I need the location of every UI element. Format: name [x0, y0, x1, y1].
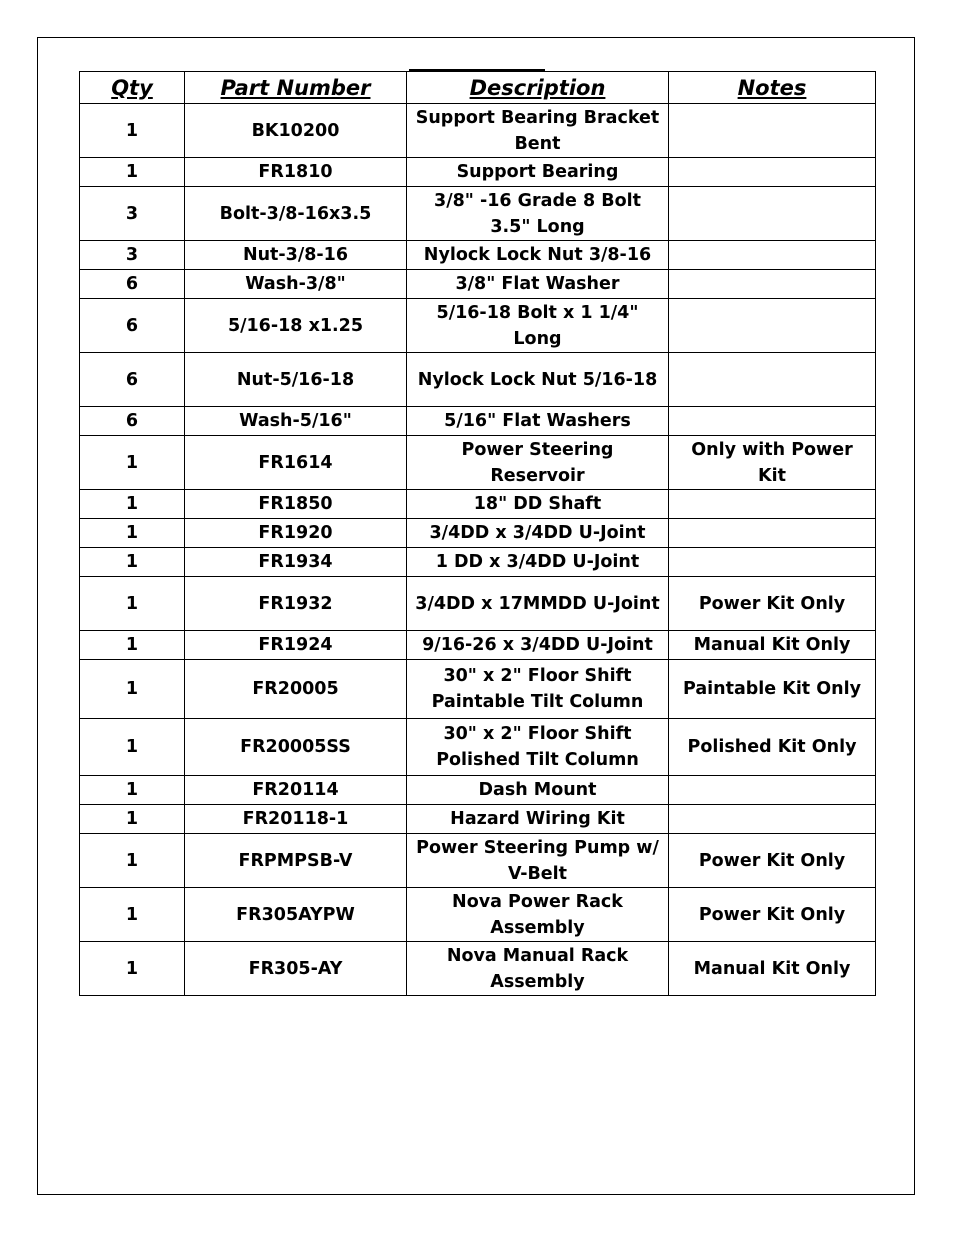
table-row: [80, 776, 876, 805]
cell-part-number: FR1810: [185, 158, 407, 187]
cell-description: 30" x 2" Floor Shift Polished Tilt Column: [407, 719, 669, 776]
header-notes: Notes: [669, 72, 876, 104]
cell-qty: 1: [80, 548, 185, 577]
cell-part-number: FR20005SS: [185, 719, 407, 776]
cell-part-number: FR305-AY: [185, 942, 407, 996]
table-row: [80, 719, 876, 776]
cell-part-number: FR20005: [185, 660, 407, 719]
cell-description: Nylock Lock Nut 5/16-18: [407, 353, 669, 407]
cell-qty: 1: [80, 888, 185, 942]
cell-qty: 1: [80, 436, 185, 490]
cell-qty: 1: [80, 660, 185, 719]
cell-description: 3/8" Flat Washer: [407, 270, 669, 299]
cell-notes: [669, 776, 876, 805]
cell-qty: 3: [80, 187, 185, 241]
cell-notes: [669, 548, 876, 577]
cell-description: 3/4DD x 3/4DD U-Joint: [407, 519, 669, 548]
table-row: [80, 660, 876, 719]
cell-qty: 6: [80, 353, 185, 407]
cell-part-number: Wash-5/16": [185, 407, 407, 436]
cell-qty: 3: [80, 241, 185, 270]
cell-qty: 1: [80, 519, 185, 548]
cell-qty: 1: [80, 577, 185, 631]
cell-notes: Manual Kit Only: [669, 631, 876, 660]
cell-description: Nova Power Rack Assembly: [407, 888, 669, 942]
cell-description: 3/4DD x 17MMDD U-Joint: [407, 577, 669, 631]
table-row: [80, 631, 876, 660]
cell-description: 5/16-18 Bolt x 1 1/4" Long: [407, 299, 669, 353]
cell-part-number: FR20118-1: [185, 805, 407, 834]
cell-notes: [669, 104, 876, 158]
cell-part-number: Nut-3/8-16: [185, 241, 407, 270]
table-row: [80, 187, 876, 241]
table-row: [80, 104, 876, 158]
table-row: [80, 490, 876, 519]
cell-qty: 6: [80, 299, 185, 353]
cell-qty: 1: [80, 104, 185, 158]
header-part-number: Part Number: [185, 72, 407, 104]
cell-part-number: FR1920: [185, 519, 407, 548]
table-row: [80, 834, 876, 888]
table-row: [80, 577, 876, 631]
cell-notes: Paintable Kit Only: [669, 660, 876, 719]
cell-notes: [669, 158, 876, 187]
cell-description: 9/16-26 x 3/4DD U-Joint: [407, 631, 669, 660]
cell-part-number: FR1850: [185, 490, 407, 519]
table-row: [80, 519, 876, 548]
cell-qty: 6: [80, 407, 185, 436]
cell-notes: [669, 270, 876, 299]
cell-notes: Polished Kit Only: [669, 719, 876, 776]
cell-part-number: FR305AYPW: [185, 888, 407, 942]
cell-qty: 1: [80, 805, 185, 834]
parts-list-table: [79, 71, 876, 996]
cell-part-number: FRPMPSB-V: [185, 834, 407, 888]
cell-description: 30" x 2" Floor Shift Paintable Tilt Column: [407, 660, 669, 719]
cell-description: Hazard Wiring Kit: [407, 805, 669, 834]
table-row: [80, 407, 876, 436]
table-row: [80, 241, 876, 270]
cell-part-number: FR20114: [185, 776, 407, 805]
cell-description: 1 DD x 3/4DD U-Joint: [407, 548, 669, 577]
table-row: [80, 353, 876, 407]
cell-notes: [669, 299, 876, 353]
cell-notes: Power Kit Only: [669, 834, 876, 888]
cell-notes: [669, 519, 876, 548]
cell-notes: Manual Kit Only: [669, 942, 876, 996]
cell-description: Nova Manual Rack Assembly: [407, 942, 669, 996]
cell-part-number: Nut-5/16-18: [185, 353, 407, 407]
cell-description: Support Bearing: [407, 158, 669, 187]
cell-description: Nylock Lock Nut 3/8-16: [407, 241, 669, 270]
cell-part-number: FR1924: [185, 631, 407, 660]
table-row: [80, 888, 876, 942]
table-row: [80, 548, 876, 577]
cell-qty: 1: [80, 834, 185, 888]
cell-qty: 1: [80, 942, 185, 996]
table-row: [80, 436, 876, 490]
cell-notes: Power Kit Only: [669, 888, 876, 942]
table-row: [80, 299, 876, 353]
cell-qty: 6: [80, 270, 185, 299]
cell-description: Dash Mount: [407, 776, 669, 805]
cell-part-number: FR1934: [185, 548, 407, 577]
cell-qty: 1: [80, 631, 185, 660]
cell-part-number: BK10200: [185, 104, 407, 158]
cell-notes: [669, 805, 876, 834]
cell-notes: [669, 241, 876, 270]
table-row: [80, 270, 876, 299]
cell-qty: 1: [80, 490, 185, 519]
cell-qty: 1: [80, 719, 185, 776]
cell-description: 5/16" Flat Washers: [407, 407, 669, 436]
cell-description: Power Steering Reservoir: [407, 436, 669, 490]
table-row: [80, 942, 876, 996]
cell-part-number: Bolt-3/8-16x3.5: [185, 187, 407, 241]
cell-description: Power Steering Pump w/ V-Belt: [407, 834, 669, 888]
cell-part-number: FR1932: [185, 577, 407, 631]
cell-description: 18" DD Shaft: [407, 490, 669, 519]
table-header-row: [80, 72, 876, 104]
cell-notes: [669, 187, 876, 241]
cell-description: Support Bearing Bracket Bent: [407, 104, 669, 158]
cell-part-number: FR1614: [185, 436, 407, 490]
cell-part-number: 5/16-18 x1.25: [185, 299, 407, 353]
cell-description: 3/8" -16 Grade 8 Bolt 3.5" Long: [407, 187, 669, 241]
cell-qty: 1: [80, 776, 185, 805]
cell-notes: Power Kit Only: [669, 577, 876, 631]
cell-qty: 1: [80, 158, 185, 187]
table-row: [80, 158, 876, 187]
cell-notes: [669, 490, 876, 519]
header-description: Description: [407, 72, 669, 104]
cell-part-number: Wash-3/8": [185, 270, 407, 299]
cell-notes: [669, 407, 876, 436]
table-row: [80, 805, 876, 834]
cell-notes: [669, 353, 876, 407]
cell-notes: Only with Power Kit: [669, 436, 876, 490]
header-qty: Qty: [80, 72, 185, 104]
